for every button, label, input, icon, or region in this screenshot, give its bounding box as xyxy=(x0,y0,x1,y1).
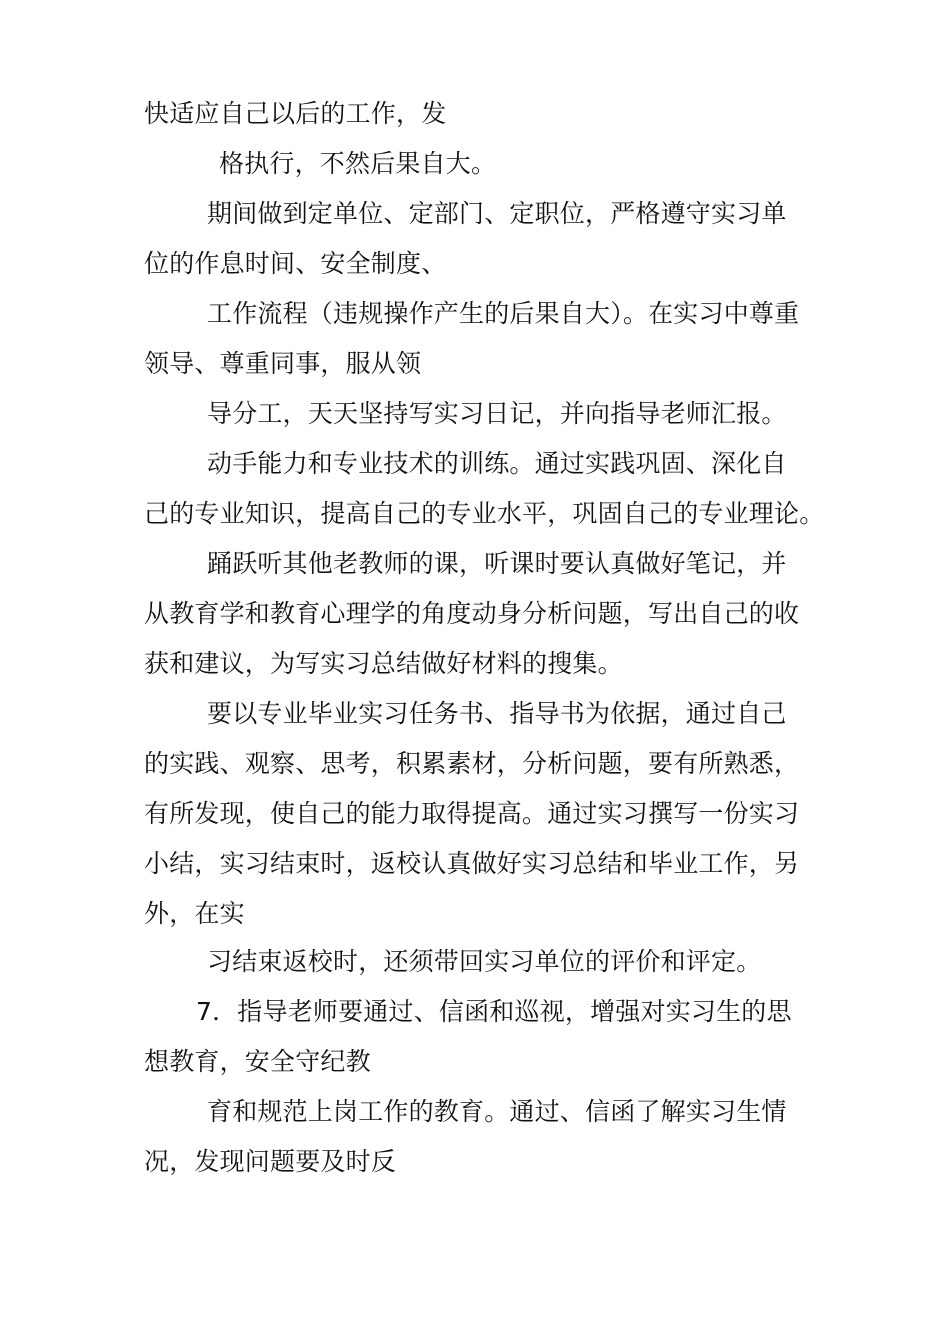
text-line: 小结，实习结束时，返校认真做好实习总结和毕业工作，另 xyxy=(144,849,800,878)
text-line: 况，发现问题要及时反 xyxy=(144,1147,397,1176)
text-line: 获和建议，为写实习总结做好材料的搜集。 xyxy=(144,649,623,678)
text-line: 导分工，天天坚持写实习日记，并向指导老师汇报。 xyxy=(207,399,787,428)
text-line: 领导、尊重同事，服从领 xyxy=(144,349,422,378)
text-line: 要以专业毕业实习任务书、指导书为依据，通过自己 xyxy=(207,699,787,728)
text-line: 习结束返校时，还须带回实习单位的评价和评定。 xyxy=(207,947,762,976)
text-line: 7．指导老师要通过、信函和巡视，增强对实习生的思 xyxy=(196,997,792,1026)
text-line: 快适应自己以后的工作，发 xyxy=(144,99,447,128)
text-line: 踊跃听其他老教师的课，听课时要认真做好笔记，并 xyxy=(207,549,787,578)
text-line: 的实践、观察、思考，积累素材，分析问题，要有所熟悉， xyxy=(144,749,800,778)
text-line: 从教育学和教育心理学的角度动身分析问题，写出自己的收 xyxy=(144,599,800,628)
text-line: 育和规范上岗工作的教育。通过、信函了解实习生情 xyxy=(207,1097,787,1126)
text-line: 格执行，不然后果自大。 xyxy=(219,149,497,178)
text-line: 己的专业知识，提高自己的专业水平，巩固自己的专业理论。 xyxy=(144,499,825,528)
text-line: 位的作息时间、安全制度、 xyxy=(144,249,447,278)
text-line: 想教育，安全守纪教 xyxy=(144,1047,371,1076)
text-line: 有所发现，使自己的能力取得提高。通过实习撰写一份实习 xyxy=(144,799,800,828)
text-line: 期间做到定单位、定部门、定职位，严格遵守实习单 xyxy=(207,199,787,228)
text-line: 工作流程（违规操作产生的后果自大）。在实习中尊重 xyxy=(207,299,800,328)
text-line: 动手能力和专业技术的训练。通过实践巩固、深化自 xyxy=(207,449,787,478)
text-line: 外，在实 xyxy=(144,899,245,928)
